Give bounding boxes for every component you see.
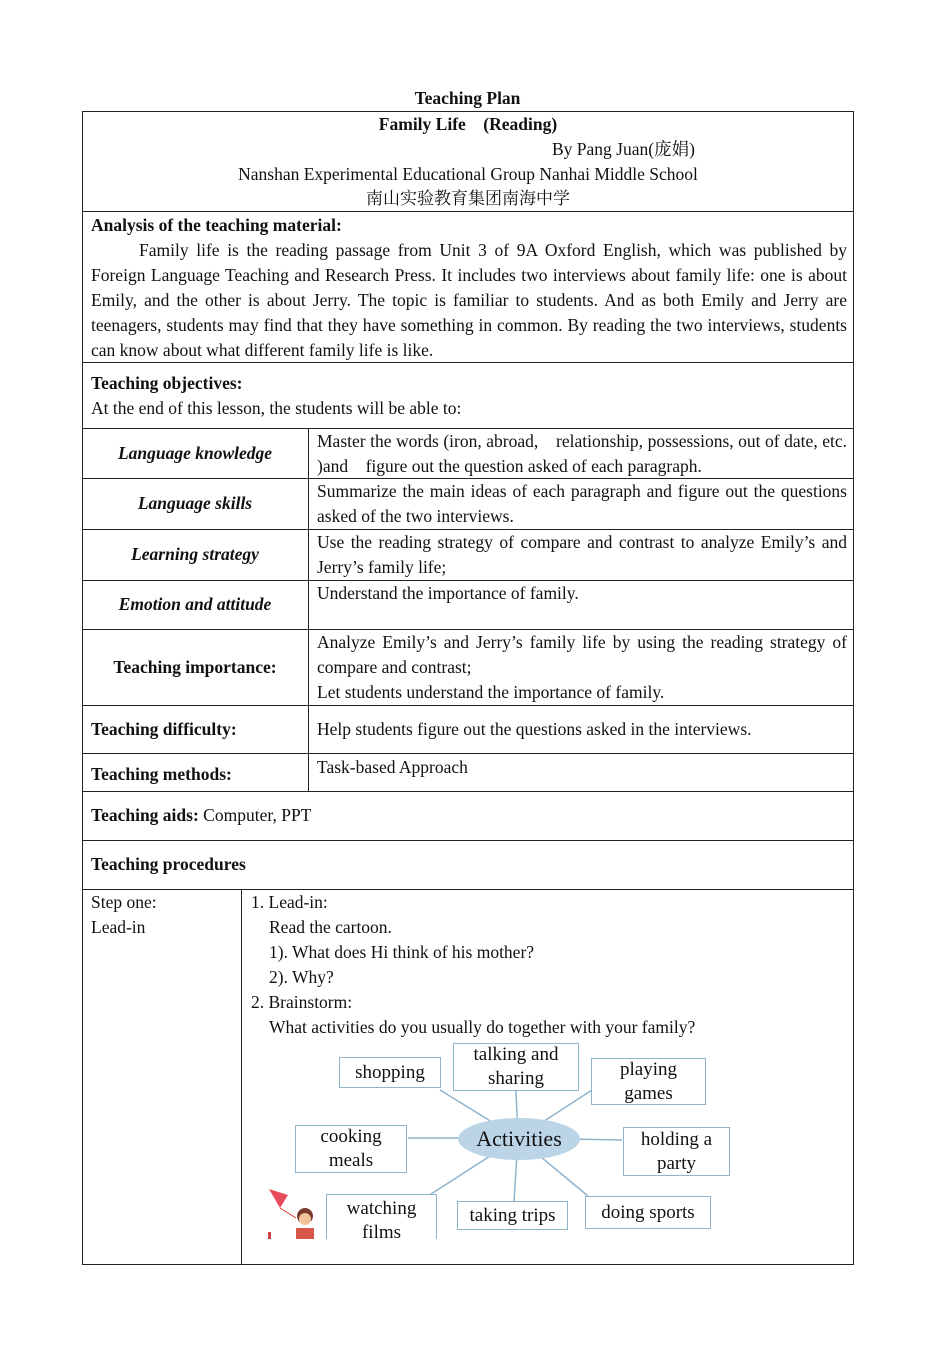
mindmap-node-shopping: shopping: [339, 1057, 441, 1088]
procedure-item: Read the cartoon.: [269, 917, 392, 937]
objectives-label: Teaching objectives:: [91, 373, 243, 393]
mindmap-node-sports: doing sports: [585, 1196, 711, 1229]
procedure-item: 2). Why?: [269, 967, 334, 987]
row-text: Summarize the main ideas of each paragraph and figure out the questions asked of the two interviews.: [317, 481, 847, 526]
lesson-title: Family Life (Reading): [378, 114, 558, 134]
difficulty-text: Help students figure out the questions asked in the interviews.: [317, 718, 752, 739]
procedure-item: 1). What does Hi think of his mother?: [269, 942, 535, 962]
row-text: Master the words (iron, abroad, relationship, possessions, out of date, etc. )and figure out the question asked of each paragraph.: [317, 431, 847, 476]
analysis-text: Family life is the reading passage from Unit 3 of 9A Oxford English, which was published by Foreign Language Teaching and Research Press. It includes two interviews about family life: one is about Emily, and the other is about Jerry. The topic is familiar to students. And as both Emily and Jerry are teenagers, students may find that they have something in common. By reading the two interviews, students can know about what different family life is like.: [91, 240, 847, 360]
mindmap-center: Activities: [458, 1118, 580, 1160]
mindmap-node-watching: watching films: [326, 1194, 437, 1239]
step-name: Step one:: [91, 892, 157, 912]
objectives-intro: At the end of this lesson, the students will be able to:: [91, 398, 462, 418]
school-name-en: Nanshan Experimental Educational Group Nanhai Middle School: [238, 164, 698, 184]
procedure-item: 2. Brainstorm:: [251, 992, 353, 1012]
row-label: Learning strategy: [131, 544, 259, 564]
mindmap-node-playing: playing games: [591, 1058, 706, 1105]
methods-text: Task-based Approach: [317, 757, 468, 777]
mindmap-node-holding: holding a party: [623, 1127, 730, 1176]
page-title: Teaching Plan: [414, 88, 521, 108]
importance-line: Analyze Emily’s and Jerry’s family life by using the reading strategy of compare and contrast;: [317, 632, 847, 677]
importance-line: Let students understand the importance of family.: [317, 682, 665, 702]
row-label: Language skills: [137, 493, 253, 513]
analysis-label: Analysis of the teaching material:: [91, 215, 342, 235]
row-text: Understand the importance of family.: [317, 583, 579, 603]
difficulty-label: Teaching difficulty:: [91, 718, 237, 739]
row-label: Emotion and attitude: [118, 594, 272, 614]
row-text: Use the reading strategy of compare and contrast to analyze Emily’s and Jerry’s family life;: [317, 532, 847, 577]
school-name-cn: 南山实验教育集团南海中学: [366, 189, 570, 209]
step-title: Lead-in: [91, 917, 146, 937]
methods-label: Teaching methods:: [91, 763, 232, 784]
aids-label: Teaching aids:: [91, 805, 199, 825]
procedure-item: 1. Lead-in:: [251, 892, 328, 912]
importance-label: Teaching importance:: [113, 656, 277, 677]
aids-text: Computer, PPT: [198, 805, 312, 825]
mindmap-node-cooking: cooking meals: [295, 1125, 407, 1173]
mindmap-node-trips: taking trips: [457, 1201, 568, 1230]
author-line: By Pang Juan(庞娟): [552, 139, 695, 159]
procedure-item: What activities do you usually do together with your family?: [269, 1017, 696, 1037]
cartoon-figure-icon: [266, 1186, 318, 1239]
row-label: Language knowledge: [117, 442, 273, 463]
procedures-label: Teaching procedures: [91, 854, 246, 874]
mindmap-node-talking: talking and sharing: [453, 1043, 579, 1091]
